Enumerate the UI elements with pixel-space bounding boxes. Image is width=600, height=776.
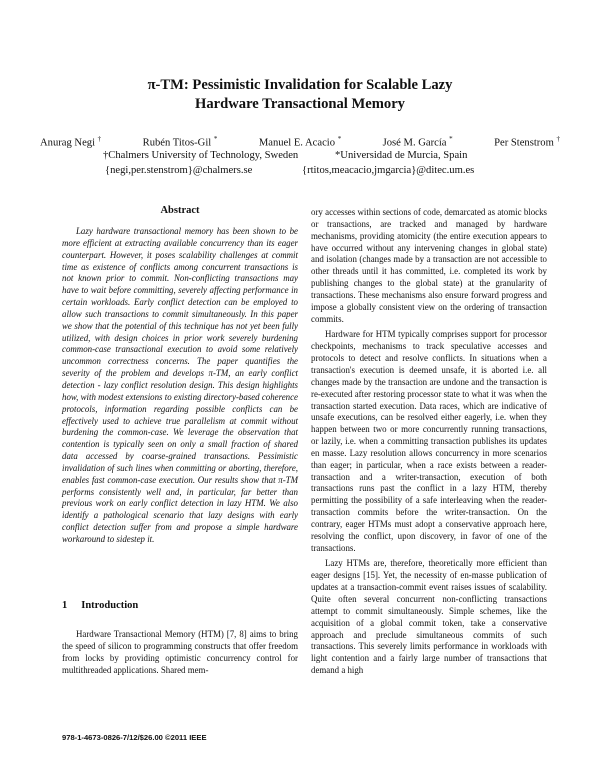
author: Rubén Titos-Gil * — [142, 135, 218, 149]
abstract-text: Lazy hardware transactional memory has been shown to be more efficient at extracting available concurrency than its eager counterpart. However, it poses scalability challenges at commit time as existence of conflicts among concurrent transactions is not known prior to commit. Non-conflicting transactions may have to wait before committing, severely affecting performance in certain workloads. Early conflict detection can be employed to allow such transactions to commit simultaneously. In this paper we show that the potential of this technique has not yet been fully utilized, with design choices in prior work severely burdening common-case transactional execution to avoid some relatively uncommon correctness concerns. The paper quantifies the severity of the problem and develops π-TM, an early conflict detection - lazy conflict resolution design. This design highlights how, with modest extensions to existing directory-based coherence protocols, information regarding possible conflicts can be effectively used to achieve true parallelism at commit without burdening the common-case. We leverage the observation that contention is typically seen on only a small fraction of shared data accessed by coarse-grained transactions. Pessimistic invalidation of such lines when committing or aborting, therefore, enables fast common-case execution. Our results show that π-TM performs consistently well and, in particular, far better than previous work on early conflict detection in lazy HTM. We also identify a pathological scenario that lazy designs with early conflict detection suffer from and propose a simple hardware workaround to sidestep it. — [62, 226, 298, 544]
introduction-body — [62, 629, 298, 676]
section-title: Introduction — [81, 600, 139, 611]
author: Manuel E. Acacio * — [258, 135, 342, 149]
author: Anurag Negi † — [40, 135, 102, 149]
title-line-1: π-TM: Pessimistic Invalidation for Scalable Lazy — [147, 77, 453, 93]
section-number: 1 — [62, 600, 68, 611]
affiliation-murcia: *Universidad de Murcia, Spain — [335, 150, 468, 161]
abstract-body — [62, 226, 298, 546]
affiliation-chalmers: †Chalmers University of Technology, Sweden — [103, 150, 299, 161]
paragraph: Lazy HTMs are, therefore, theoretically more efficient than eager designs [15]. Yet, the necessity of en-masse publication of updates at a transaction-commit event raises issues of scalability. Quite often several concurrent non-conflicting transactions attempt to commit simultaneously. Simple schemes, like the acquisition of a global commit token, take a conservative approach and preclude simultaneous commits of such transactions. This severely limits performance in workloads with light contention and a fairly large number of transactions that demand a high — [311, 558, 547, 676]
email-murcia: {rtitos,meacacio,jmgarcia}@ditec.um.es — [302, 165, 475, 176]
section-heading-introduction — [62, 600, 138, 611]
author-list — [40, 132, 560, 151]
paragraph: Hardware for HTM typically comprises support for processor checkpoints, mechanisms to track speculative accesses and protocols to detect and resolve conflicts. In situations when a transaction's execution is deemed unsafe, it is aborted i.e. all changes made by the transaction are undone and the transaction is re-executed after restoring processor state to what it was when the transaction started execution. Data races, which are indicative of unsafe executions, can be resolved either eagerly, i.e. when they happen between two or more concurrently running transactions, or lazily, i.e. when a committing transaction publishes its updates en masse. Lazy resolution allows concurrency in more scenarios than eager; in particular, when a race exists between a reader-transaction and a writer-transaction, execution of both transactions runs past the conflict in a lazy HTM, thereby permitting the possibility of a safe interleaving when the reader-transaction commits before the writer-transaction. On the contrary, eager HTMs must adopt a conservative approach here, resolving the conflict, upon discovery, in favor of one of the transactions. — [311, 329, 547, 553]
paragraph: ory accesses within sections of code, demarcated as atomic blocks or transactions, are tracked and managed by hardware mechanisms, providing atomicity (the entire execution appears to have occurred without any intervening changes in global state) and isolation (changes made by a transaction are not accessible to other threads until it has committed, i.e. completed its work by publishing changes to the global state) at the granularity of transactions. These mechanisms also ensure forward progress and impose a globally consistent view on the ordering of transaction commits. — [311, 207, 547, 324]
paper-title — [60, 76, 540, 114]
right-column — [311, 207, 547, 677]
author: José M. García * — [382, 135, 453, 149]
abstract-heading: Abstract — [160, 205, 200, 216]
title-line-2: Hardware Transactional Memory — [195, 96, 405, 112]
email-chalmers: {negi,per.stenstrom}@chalmers.se — [105, 165, 253, 176]
copyright-footer: 978-1-4673-0826-7/12/$26.00 ©2011 IEEE — [62, 733, 207, 742]
introduction-paragraph: Hardware Transactional Memory (HTM) [7, 8] aims to bring the speed of silicon to programming constructs that offer freedom from locks by providing optimistic concurrency control for multithreaded applications. Shared mem- — [62, 629, 298, 675]
author: Per Stenstrom † — [494, 135, 560, 149]
